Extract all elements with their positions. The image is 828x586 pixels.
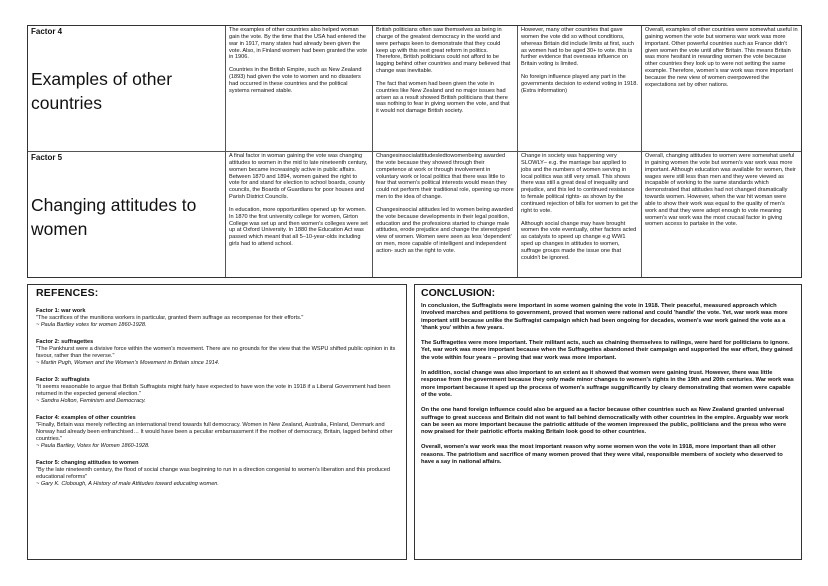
factor-4-counter xyxy=(518,26,642,152)
reference-source: ~ Sandra Holton, Feminism and Democracy. xyxy=(36,398,146,404)
references-panel xyxy=(27,284,407,560)
factor-4-judgement xyxy=(642,26,801,152)
reference-source: ~ Gary K. Clobough, A History of male Attitudes toward educating women. xyxy=(36,481,219,487)
factor-5-counter-p2: Although social change may have brought women the vote eventually, other factors acted as catalysts to speed up change e.g WW1 sped up changes in attitudes to women, suffrage groups made the issue one that couldn't be ignored. xyxy=(521,220,637,261)
reference-item xyxy=(36,339,398,367)
factor-5-explanation-p1: Changesinsocialattitudesledtowomenbeing awarded the vote because they showed through their competence at work or through involvement in voluntary work or local politics that there was little to fear that women's political interests would mean they could not perform their traditional role, opening up more men to the idea of change. xyxy=(376,153,514,201)
reference-item xyxy=(36,308,398,329)
factor-4-judgement-p1: Overall, examples of other countries were somewhat useful in gaining women the vote but womens war work was more important. Other powerful countries such as France didn't given women the vote until after Britain. This means Britain was more hesitant in rewarding women the vote because other countries they look up to were not setting the same example. Therefore, women's war work was more important because the new view of women overpowered the expectations set by other nations. xyxy=(645,27,798,88)
factor-4-explanation xyxy=(373,26,518,152)
factors-table xyxy=(27,25,802,278)
reference-quote: "The Pankhurst were a divisive force within the women's movement. There are no grounds for the view that the WSPU shifted public opinion in its favour, rather than the reverse." xyxy=(36,346,396,359)
reference-quote: "Finally, Britain was merely reflecting an international trend towards full democracy. Women in New Zealand, Australia, Finland, Denmark and Norway had already been enfranchised… It would have been a peculiar embarrassment if the mother of democracy, Britain, lagged behind other countries." xyxy=(36,422,393,442)
factor-5-judgement xyxy=(642,152,801,277)
factor-4-counter-p1: However, many other countries that gave women the vote did so without conditions, whereas Britain did include limits at first, such as women had to be aged 30+ to vote. this is further evidence that overseas influence on Britain voting is limited. xyxy=(521,27,634,68)
reference-item xyxy=(36,460,398,488)
reference-item xyxy=(36,415,398,450)
factor-4-evidence xyxy=(226,26,373,152)
conclusion-paragraph: The Suffragettes were more important. Their militant acts, such as chaining themselves to railings, were hard for politicians to ignore. Yet, war work was more important because when the Suffragettes abandoned their campaign and supported the war effort, they gained the vote within four years – proving that war work was more important. xyxy=(421,340,793,361)
reference-source: ~ Paula Bartley votes for women 1860-1928. xyxy=(36,322,147,328)
factor-5-evidence xyxy=(226,152,373,277)
reference-factor-heading: Factor 3: suffragists xyxy=(36,377,90,383)
factor-5-evidence-p2: In education, more opportunities opened up for women. In 1870 the first university college for women, Girton College was set up and then women's colleges were set up at Oxford University. In 1880 the Education Act was passed which meant that all 5–10-year-olds including girls had to attend school. xyxy=(229,206,368,248)
factor-5-heading-cell xyxy=(28,152,226,277)
reference-factor-heading: Factor 5: changing attitudes to women xyxy=(36,460,139,466)
reference-factor-heading: Factor 2: suffragettes xyxy=(36,339,94,345)
reference-quote: "It seems reasonable to argue that British Suffragists might fairly have expected to have won the vote in 1918 if a Liberal Government had been returned in the expected general election." xyxy=(36,384,391,397)
conclusion-paragraph: On the one hand foreign influence could also be argued as a factor because other countries such as New Zealand granted universal suffrage to great success and Britain did not want to fall behind democratically with other countries in the empire. Arguably war work can be seen as more important because the patriotic attitude of the women impressed the public, politicians and the press who were now praised for their patriotic efforts making Britain look good to other countries. xyxy=(421,407,789,436)
factor-4-counter-p2: No foreign influence played any part in the governments decision to extend voting in 1918. (Extra information) xyxy=(521,74,638,94)
factor-5-counter-p1: Change in society was happening very SLOWLY– e.g. the marriage bar applied to jobs and the numbers of women serving in local politics was still very small. This shows there was still a great deal of inequality and prejudice, and this led to continued resistance to female political rights- as shown by the continued rejection of bills for women to get the right to vote. xyxy=(521,153,638,214)
reference-factor-heading: Factor 4: examples of other countries xyxy=(36,415,136,421)
factor-4-heading-cell xyxy=(28,26,226,152)
factor-5-title: Changing attitudes to women xyxy=(31,195,197,239)
factor-4-evidence-p1: The examples of other countries also helped woman gain the vote. By the time that the USA had entered the war in 1917, many states had already been given the vote. Also, in Finland women had been granted the vote in 1906. xyxy=(229,27,368,61)
factor-4-explanation-p2: The fact that women had been given the vote in countries like New Zealand and no major issues had arisen as a result showed British politicians that there was nothing to fear in giving women the vote, and that it would not damage British society. xyxy=(376,80,510,115)
factor-5-label: Factor 5 xyxy=(31,153,63,162)
conclusion-paragraph: Overall, women's war work was the most important reason why some women won the vote in 1918, more important than all other reasons. The patriotism and sacrifice of many women proved that they were vital, responsible members of society who deserved to have a say in national affairs. xyxy=(421,444,783,466)
conclusion-paragraph: In conclusion, the Suffragists were important in some women gaining the vote in 1918. Their peaceful, measured approach which involved marches and petitions to government, proved that women were rational and could 'handle' the vote. Yet, war work was more important still because unlike the Suffragist campaign which had been ongoing for decades, women's war work gained the vote as a 'thank you' within a few years. xyxy=(421,303,788,331)
reference-source: ~ Paula Bartley, Votes for Women 1860-1928. xyxy=(36,443,150,449)
factor-5-evidence-p1: A final factor in woman gaining the vote was changing attitudes to women in the mid to late nineteenth century, women became increasingly active in public affairs. Between 1870 and 1894, women gained the right to vote for and stand for election to school boards, county councils, the Boards of Guardians for poor houses and Parish District Councils. xyxy=(229,153,368,201)
conclusion-heading: CONCLUSION: xyxy=(421,287,496,299)
reference-item xyxy=(36,377,398,405)
factor-5-explanation-p2: Changesinsocial attitudes led to women being awarded the vote because developments in their legal position, education and the professions started to change male attitudes, erode prejudice and change the stereotyped view of women. Women were seen as less 'dependent' on men, more capable of intelligent and independent action- such as the right to vote. xyxy=(376,206,513,254)
reference-source: ~ Martin Pugh, Women and the Women's Movement in Britain since 1914. xyxy=(36,360,220,366)
factor-5-explanation xyxy=(373,152,518,277)
reference-quote: "By the late nineteenth century, the flood of social change was beginning to run in a direction congenial to women's liberation and this produced educational reforms" xyxy=(36,467,391,480)
factor-4-label: Factor 4 xyxy=(31,27,63,36)
conclusion-panel xyxy=(414,284,802,560)
references-heading: REFENCES: xyxy=(36,287,99,299)
factor-5-judgement-p1: Overall, changing attitudes to women were somewhat useful in gaining women the vote but women's war work was more important. Although education was available for women, their wages were still less than men and they were viewed as incapable of working to the same standards which demonstrated that attitudes had not changed dramatically towards women. However, when the war hit woman were able to show their work was equal to the quality of men's work and that they were adept enough to vote meaning women's war work was the most crucsal factor in giving women access to partake in the vote. xyxy=(645,153,796,228)
factor-4-explanation-p1: British politicians often saw themselves as being in charge of the greatest democracy in the world and were perhaps keen to demonstrate that they could keep up with this next great reform in politics. Therefore, British politicians could not afford to be lagging behind other countries and many believed that change was inevitable. xyxy=(376,27,511,75)
factor-4-evidence-p2: Countries in the British Empire, such as New Zealand (1893) had given the vote to women and no disasters had occurred in these countries and the political systems remained stable. xyxy=(229,67,362,94)
reference-factor-heading: Factor 1: war work xyxy=(36,308,86,314)
factor-5-counter xyxy=(518,152,642,277)
conclusion-paragraph: In addition, social change was also important to an extent as it showed that women were gaining trust. However, there was little response from the government because they only made minor changes to women's rights in the 19th and 20th centuries. War work was more important because it sped up the process of women's suffrage suggnificantly by cleary demonstrating that women were capable of the vote. xyxy=(421,370,794,398)
reference-quote: "The sacrifices of the munitions workers in particular, granted them suffrage as recompense for their efforts." xyxy=(36,315,304,321)
factor-4-title: Examples of other countries xyxy=(31,69,173,113)
